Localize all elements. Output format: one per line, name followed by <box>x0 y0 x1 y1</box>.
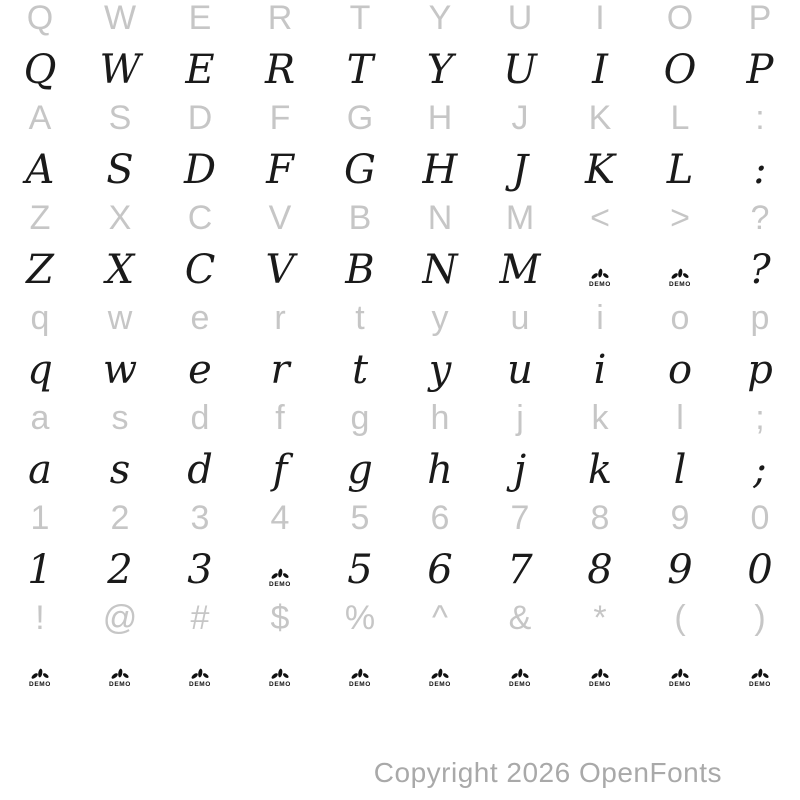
demo-stamp <box>480 653 560 703</box>
specimen-glyph: 7 <box>507 547 533 593</box>
reference-glyph: ( <box>674 598 686 637</box>
specimen-glyph: M <box>499 247 541 293</box>
reference-glyph: O <box>666 0 694 37</box>
demo-stamp-label: DEMO <box>189 680 211 688</box>
specimen-glyph: N <box>422 247 458 293</box>
reference-glyph: < <box>590 198 610 237</box>
reference-glyph: C <box>187 198 213 237</box>
reference-glyph: 9 <box>670 498 690 537</box>
reference-glyph: u <box>510 298 530 337</box>
specimen-glyph: V <box>265 247 295 293</box>
demo-stamp <box>400 653 480 703</box>
specimen-glyph: Z <box>26 247 54 293</box>
reference-glyph: o <box>670 298 690 337</box>
reference-glyph: A <box>28 98 52 137</box>
reference-glyph-row <box>0 600 800 650</box>
fleuron-icon <box>429 668 451 681</box>
fleuron-icon <box>749 668 771 681</box>
reference-glyph: $ <box>270 598 290 637</box>
reference-glyph: ; <box>755 398 765 437</box>
specimen-glyph: K <box>585 147 615 193</box>
fleuron-icon <box>189 668 211 681</box>
reference-glyph: k <box>591 398 609 437</box>
reference-glyph-row <box>0 200 800 250</box>
specimen-glyph: 3 <box>187 547 213 593</box>
reference-glyph: t <box>355 298 365 337</box>
reference-glyph: B <box>348 198 372 237</box>
specimen-glyph: j <box>513 447 527 493</box>
demo-stamp-label: DEMO <box>429 680 451 688</box>
reference-glyph: N <box>427 198 453 237</box>
specimen-glyph: y <box>428 347 452 393</box>
specimen-glyph: r <box>270 347 290 393</box>
reference-glyph: e <box>190 298 210 337</box>
fleuron-icon <box>589 668 611 681</box>
reference-glyph: ) <box>754 598 766 637</box>
demo-stamp-label: DEMO <box>669 680 691 688</box>
reference-glyph: : <box>755 98 765 137</box>
reference-glyph: r <box>274 298 286 337</box>
demo-stamp-label: DEMO <box>589 280 611 288</box>
reference-glyph-row <box>0 100 800 150</box>
reference-glyph: s <box>111 398 129 437</box>
specimen-glyph: U <box>503 47 537 93</box>
specimen-glyph: 5 <box>347 547 373 593</box>
copyright-text: Copyright 2026 OpenFonts <box>373 757 722 788</box>
demo-stamp-label: DEMO <box>109 680 131 688</box>
specimen-glyph: G <box>344 147 376 193</box>
specimen-glyph: w <box>102 347 138 393</box>
specimen-glyph: f <box>272 447 288 493</box>
reference-glyph: & <box>508 598 532 637</box>
demo-stamp <box>80 653 160 703</box>
reference-glyph: L <box>670 98 690 137</box>
reference-glyph: 4 <box>270 498 290 537</box>
reference-glyph: h <box>430 398 450 437</box>
specimen-glyph: D <box>183 147 217 193</box>
demo-stamp <box>320 653 400 703</box>
reference-glyph: j <box>516 398 524 437</box>
specimen-glyph: t <box>351 347 369 393</box>
specimen-glyph: L <box>666 147 694 193</box>
reference-glyph: * <box>593 598 607 637</box>
specimen-glyph: p <box>747 347 773 393</box>
specimen-glyph: S <box>106 147 134 193</box>
reference-glyph: 0 <box>750 498 770 537</box>
fleuron-icon <box>29 668 51 681</box>
reference-glyph: E <box>188 0 212 37</box>
reference-glyph: 1 <box>30 498 50 537</box>
specimen-glyph: h <box>427 447 453 493</box>
demo-stamp <box>160 653 240 703</box>
demo-stamp <box>240 653 320 703</box>
reference-glyph: 2 <box>110 498 130 537</box>
reference-glyph: H <box>427 98 453 137</box>
specimen-glyph: ; <box>753 447 767 493</box>
reference-glyph: p <box>750 298 770 337</box>
demo-stamp <box>560 653 640 703</box>
demo-stamp <box>720 653 800 703</box>
reference-glyph: V <box>268 198 292 237</box>
reference-glyph: % <box>344 598 376 637</box>
reference-glyph-row <box>0 400 800 450</box>
reference-glyph: 3 <box>190 498 210 537</box>
demo-stamp-label: DEMO <box>29 680 51 688</box>
reference-glyph: @ <box>102 598 138 637</box>
specimen-glyph: Y <box>426 47 454 93</box>
reference-glyph: S <box>108 98 132 137</box>
specimen-glyph: 2 <box>107 547 133 593</box>
demo-stamp-label: DEMO <box>749 680 771 688</box>
reference-glyph: U <box>507 0 533 37</box>
fleuron-icon <box>349 668 371 681</box>
fleuron-icon <box>669 268 691 281</box>
reference-glyph: > <box>670 198 690 237</box>
specimen-glyph: k <box>587 447 613 493</box>
demo-stamp-label: DEMO <box>509 680 531 688</box>
specimen-glyph: C <box>184 247 216 293</box>
reference-glyph: w <box>107 298 133 337</box>
specimen-glyph: d <box>187 447 213 493</box>
demo-stamp-label: DEMO <box>669 280 691 288</box>
specimen-glyph: 0 <box>747 547 773 593</box>
reference-glyph: a <box>30 398 50 437</box>
fleuron-icon <box>109 668 131 681</box>
reference-glyph: ? <box>750 198 770 237</box>
specimen-glyph: i <box>593 347 607 393</box>
fleuron-icon <box>509 668 531 681</box>
reference-glyph: J <box>511 98 529 137</box>
specimen-glyph: o <box>667 347 693 393</box>
specimen-glyph: T <box>346 47 374 93</box>
reference-glyph: M <box>505 198 535 237</box>
reference-glyph: P <box>748 0 772 37</box>
specimen-glyph: s <box>109 447 131 493</box>
reference-glyph: Q <box>26 0 54 37</box>
reference-glyph: Y <box>428 0 452 37</box>
reference-glyph: T <box>349 0 371 37</box>
reference-glyph: l <box>676 398 684 437</box>
reference-glyph: 8 <box>590 498 610 537</box>
reference-glyph: D <box>187 98 213 137</box>
specimen-glyph: Q <box>23 47 57 93</box>
specimen-glyph: A <box>25 147 55 193</box>
reference-glyph: y <box>431 298 449 337</box>
reference-glyph-row <box>0 500 800 550</box>
reference-glyph: R <box>267 0 293 37</box>
reference-glyph: Z <box>29 198 51 237</box>
reference-glyph: ^ <box>432 598 448 637</box>
reference-glyph: G <box>346 98 374 137</box>
demo-stamp-label: DEMO <box>349 680 371 688</box>
specimen-glyph: I <box>592 47 608 93</box>
specimen-glyph: J <box>511 147 529 193</box>
reference-glyph: 5 <box>350 498 370 537</box>
specimen-glyph: X <box>105 247 135 293</box>
specimen-glyph: 8 <box>587 547 613 593</box>
reference-glyph: i <box>596 298 604 337</box>
reference-glyph: d <box>190 398 210 437</box>
reference-glyph: 7 <box>510 498 530 537</box>
specimen-glyph: O <box>663 47 697 93</box>
reference-glyph: W <box>103 0 137 37</box>
specimen-glyph: P <box>746 47 774 93</box>
reference-glyph-row <box>0 0 800 50</box>
demo-stamp-label: DEMO <box>269 680 291 688</box>
fleuron-icon <box>589 268 611 281</box>
specimen-glyph: q <box>27 347 53 393</box>
reference-glyph: f <box>275 398 285 437</box>
specimen-glyph: ? <box>749 247 771 293</box>
specimen-glyph: 6 <box>427 547 453 593</box>
specimen-glyph: a <box>28 447 52 493</box>
specimen-glyph: 1 <box>27 547 53 593</box>
specimen-glyph: B <box>345 247 375 293</box>
reference-glyph: 6 <box>430 498 450 537</box>
reference-glyph: I <box>595 0 605 37</box>
specimen-glyph: E <box>185 47 215 93</box>
reference-glyph: g <box>350 398 370 437</box>
demo-stamp-label: DEMO <box>589 680 611 688</box>
fleuron-icon <box>669 668 691 681</box>
specimen-glyph: g <box>347 447 373 493</box>
specimen-glyph: R <box>264 47 296 93</box>
reference-glyph: K <box>588 98 612 137</box>
specimen-glyph: 9 <box>667 547 693 593</box>
reference-glyph: # <box>190 598 210 637</box>
specimen-glyph: H <box>422 147 458 193</box>
demo-stamp <box>640 653 720 703</box>
reference-glyph: q <box>30 298 50 337</box>
specimen-glyph: F <box>266 147 294 193</box>
reference-glyph: F <box>269 98 291 137</box>
demo-stamp-label: DEMO <box>269 580 291 588</box>
reference-glyph: ! <box>35 598 45 637</box>
reference-glyph: X <box>108 198 132 237</box>
fleuron-icon <box>269 668 291 681</box>
specimen-glyph: : <box>753 147 767 193</box>
reference-glyph-row <box>0 300 800 350</box>
specimen-glyph: W <box>99 47 141 93</box>
specimen-glyph: u <box>507 347 533 393</box>
demo-stamp <box>0 653 80 703</box>
specimen-glyph-row <box>0 650 800 700</box>
specimen-glyph: e <box>188 347 212 393</box>
specimen-glyph: l <box>673 447 687 493</box>
fleuron-icon <box>269 568 291 581</box>
